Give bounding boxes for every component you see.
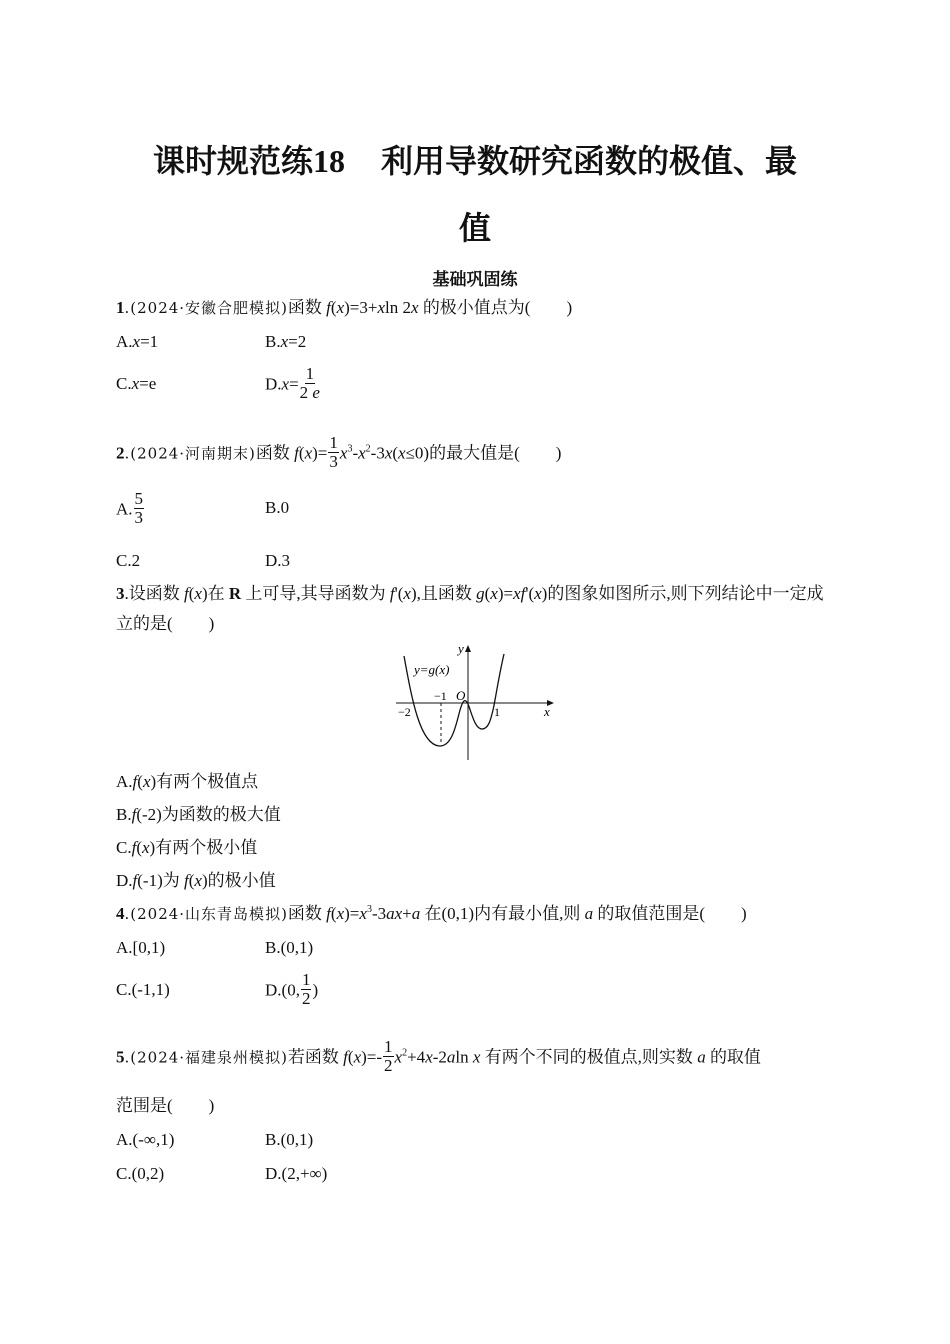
question-5-stem: 5.(2024·福建泉州模拟)若函数 f(x)=- $\frac{1}{2}$ $x^2+4x-2aln$ x 有两个不同的极值点,则实数 a 的取值	[116, 1037, 761, 1075]
fraction-denominator: 2	[384, 1056, 393, 1075]
q3-x: x	[513, 584, 521, 603]
q4-option-d[interactable]	[265, 970, 319, 1010]
option-label: B.(0,1)	[265, 1130, 314, 1149]
page-title	[0, 136, 950, 182]
option-var: x	[280, 332, 289, 351]
q4-text: -3	[371, 904, 387, 923]
q3-text: .设函数	[124, 584, 184, 603]
q4-source: .(2024·山东青岛模拟)	[124, 905, 288, 923]
fraction-numerator: 1	[301, 970, 311, 989]
q1-text: 的极小值点为(	[418, 298, 531, 317]
q5-option-a[interactable]	[116, 1129, 174, 1151]
option-label: C.2	[116, 551, 141, 570]
q2-option-a[interactable]	[116, 489, 145, 529]
q5-text: 的取值	[705, 1047, 761, 1067]
option-label: A.[0,1)	[116, 938, 166, 957]
q5-x: x	[425, 1047, 433, 1067]
q3-option-a[interactable]: A.f(x)有两个极值点	[116, 772, 259, 791]
label-1: 1	[494, 705, 500, 719]
q3-option-d[interactable]: D.f(-1)为 f(x)的极小值	[116, 871, 276, 890]
option-label: C.(-1,1)	[116, 980, 170, 999]
q4-option-c[interactable]	[116, 979, 170, 1001]
q1-x: x	[336, 298, 345, 317]
q3-x: x	[403, 584, 411, 603]
q1-close: )	[566, 298, 573, 317]
q2-option-c[interactable]	[116, 550, 140, 572]
option-label: A.	[116, 499, 133, 519]
q3-f: f	[520, 584, 526, 603]
option-label: B.	[116, 805, 132, 824]
q3-f: f	[389, 584, 395, 603]
option-var: x	[132, 332, 141, 351]
page-title-line2	[0, 203, 950, 249]
q4-text: 的取值范围是(	[593, 904, 705, 923]
option-x: x	[194, 871, 202, 890]
q4-x: x	[336, 904, 345, 923]
option-var: x	[131, 374, 140, 393]
q4-a: a	[584, 904, 594, 923]
q2-option-b[interactable]	[265, 497, 289, 519]
question-5-stem-line2	[116, 1095, 214, 1117]
q5-text: 范围是(	[116, 1096, 173, 1115]
option-x: x	[142, 772, 151, 791]
q4-text: +	[402, 904, 412, 923]
q3-text: ,且函数	[416, 584, 477, 603]
option-label: C.	[116, 374, 132, 393]
q3-text: 在	[207, 584, 229, 603]
option-label: A.	[116, 772, 133, 791]
option-value: =2	[288, 332, 307, 351]
q2-x: x	[358, 443, 366, 463]
q4-text: 在(0,1)内有最小值,则	[420, 904, 585, 923]
title-number: 18	[313, 143, 345, 179]
q2-number: 2	[116, 443, 125, 463]
fraction-numerator: 1	[329, 433, 338, 452]
q3-option-c[interactable]: C.f(x)有两个极小值	[116, 838, 258, 857]
q3-prime: '	[394, 584, 398, 603]
label-origin: O	[456, 688, 466, 703]
q2-x: x	[304, 443, 313, 463]
label-y: y	[458, 641, 464, 656]
q1-x: x	[377, 298, 386, 317]
q1-option-c[interactable]	[116, 373, 156, 395]
q2-text: -3	[370, 443, 385, 463]
exponent: 3	[366, 904, 372, 915]
option-label: C.	[116, 838, 132, 857]
q1-option-d[interactable]	[265, 364, 321, 404]
q5-close: )	[208, 1096, 215, 1115]
q2-x: x	[398, 443, 406, 463]
den-part: 2	[299, 383, 309, 402]
q5-source: .(2024·福建泉州模拟)	[124, 1048, 288, 1067]
exponent: 2	[365, 443, 371, 455]
q1-option-b[interactable]	[265, 331, 306, 353]
q4-f: f	[326, 904, 331, 923]
fraction-denominator: 2	[301, 989, 311, 1008]
q3-text: 上可导,其导函数为	[241, 584, 390, 603]
option-label: B.(0,1)	[265, 938, 314, 957]
title-prefix: 课时规范练	[152, 143, 313, 179]
q4-x: x	[394, 904, 403, 923]
q2-option-d[interactable]	[265, 550, 290, 572]
q4-text: 函数	[287, 904, 327, 923]
fraction-denominator: 3	[134, 508, 144, 527]
q1-x: x	[411, 298, 419, 317]
q4-option-b[interactable]	[265, 937, 313, 959]
exponent: 2	[402, 1047, 408, 1059]
q2-text: =	[317, 443, 328, 463]
option-text: )	[312, 980, 319, 1000]
q4-option-a[interactable]	[116, 937, 165, 959]
q3-graph	[392, 640, 562, 764]
q5-x: x	[394, 1047, 403, 1067]
option-label: D.(2,+∞)	[265, 1164, 328, 1183]
option-label: A.	[116, 332, 133, 351]
q5-f: f	[343, 1047, 348, 1067]
option-label: B.0	[265, 498, 290, 517]
label-minus2: −2	[398, 705, 411, 719]
q4-a: a	[386, 904, 395, 923]
option-text: 有两个极小值	[155, 838, 258, 857]
option-x: x	[142, 838, 150, 857]
q3-prime: '	[525, 584, 529, 603]
q1-text: =3+	[349, 298, 378, 317]
option-label: D.	[265, 374, 282, 394]
fraction-denominator	[300, 384, 320, 402]
option-f: f	[131, 838, 137, 857]
fraction	[301, 971, 312, 1008]
option-value: =e	[139, 374, 157, 393]
option-label: C.(0,2)	[116, 1164, 165, 1183]
q4-x: x	[359, 904, 367, 923]
option-text: 有两个极值点	[156, 772, 259, 791]
title-rest: 利用导数研究函数的极值、最	[381, 143, 798, 179]
question-2-stem: 2.(2024·河南期末)函数 f(x)= $\frac{1}{3}$ $x^3-x^2-3x(x\le 0)$的最大值是( )	[116, 433, 562, 471]
fraction-numerator: 1	[305, 364, 315, 383]
q2-x: x	[384, 443, 393, 463]
q1-option-a[interactable]	[116, 331, 158, 353]
q1-f: f	[326, 298, 331, 317]
q2-text: 函数	[255, 443, 295, 463]
q3-x: x	[194, 584, 202, 603]
section-heading: 基础巩固练	[432, 270, 518, 290]
q5-x: x	[472, 1047, 481, 1067]
q3-f: f	[184, 584, 189, 603]
q5-a: a	[446, 1047, 456, 1067]
q4-text: =	[349, 904, 360, 923]
fraction-numerator: 1	[384, 1037, 393, 1056]
option-label: D.3	[265, 551, 291, 570]
fraction	[300, 365, 320, 402]
y-axis-arrow	[465, 645, 471, 652]
q3-text: =	[503, 584, 514, 603]
q5-x: x	[353, 1047, 362, 1067]
option-f: f	[132, 772, 138, 791]
q3-x: x	[534, 584, 542, 603]
option-label: B.	[265, 332, 281, 351]
q2-f: f	[294, 443, 299, 463]
q5-option-d[interactable]	[265, 1163, 327, 1185]
q3-close: )	[208, 614, 215, 633]
q5-option-b[interactable]	[265, 1129, 313, 1151]
q1-text: ln 2	[385, 298, 412, 317]
question-3-stem: 3.设函数 f(x)在 R 上可导,其导函数为 f'(x),且函数 g(x)=xf'(x)的图象如图所示,则下列结论中一定成立的是( )	[116, 584, 824, 633]
option-arg: (-2)	[136, 805, 162, 824]
label-x: x	[544, 704, 550, 719]
option-f: f	[184, 871, 189, 890]
option-label: D.(0,	[265, 980, 300, 1000]
question-1-stem: 1.(2024·安徽合肥模拟)函数 f(x)=3+xln 2x 的极小值点为( )	[116, 298, 573, 317]
option-text: 为	[162, 871, 184, 890]
q5-a: a	[697, 1047, 706, 1067]
title-line2-text: 值	[458, 210, 491, 246]
q5-number: 5	[116, 1047, 125, 1067]
q5-text: 若函数	[287, 1047, 344, 1067]
q2-source: .(2024·河南期末)	[124, 444, 256, 463]
q2-x: x	[339, 443, 348, 463]
q1-text: 函数	[287, 298, 327, 317]
fraction-numerator: 5	[134, 489, 144, 508]
q3-R: R	[228, 584, 242, 603]
q5-text: =-	[366, 1047, 383, 1067]
q3-x: x	[490, 584, 498, 603]
option-f: f	[131, 805, 137, 824]
q3-option-b[interactable]	[116, 804, 281, 826]
option-text: 的极小值	[207, 871, 276, 890]
q4-close: )	[741, 904, 747, 923]
option-label: D.	[116, 871, 133, 890]
q3-text: 的图象如图所示,则下列结论中一定成立的是(	[116, 584, 824, 633]
fraction	[383, 1038, 394, 1075]
fraction-denominator: 3	[329, 452, 338, 471]
q2-close: )	[555, 443, 562, 463]
fraction	[328, 434, 339, 471]
option-var: x	[281, 374, 290, 394]
option-f: f	[132, 871, 138, 890]
q2-text: ≤0)的最大值是(	[405, 443, 520, 463]
option-label: A.(-∞,1)	[116, 1130, 175, 1149]
label-fn: y=g(x)	[414, 662, 450, 677]
option-eq: =	[289, 374, 299, 394]
q1-source: .(2024·安徽合肥模拟)	[124, 299, 288, 317]
q2-text: -	[352, 443, 359, 463]
option-arg: (-1)	[137, 871, 163, 890]
option-value: =1	[140, 332, 159, 351]
option-text: 为函数的极大值	[161, 805, 281, 824]
q5-text: +4	[407, 1047, 426, 1067]
label-minus1: −1	[434, 689, 447, 703]
q5-text: -2	[432, 1047, 447, 1067]
den-part: e	[312, 383, 320, 402]
q3-number: 3	[116, 584, 125, 603]
q1-number: 1	[116, 298, 125, 317]
q5-text: ln	[455, 1047, 473, 1067]
exponent: 3	[347, 443, 353, 455]
q4-number: 4	[116, 904, 125, 923]
q5-option-c[interactable]	[116, 1163, 164, 1185]
fraction	[134, 490, 145, 527]
question-4-stem: 4.(2024·山东青岛模拟)函数 $f(x)=x^3-3ax+a$ 在(0,1)内有最小值,则 a 的取值范围是( )	[116, 904, 747, 923]
q4-a: a	[411, 904, 421, 923]
q3-g: g	[476, 584, 485, 603]
q5-text: 有两个不同的极值点,则实数	[480, 1047, 698, 1067]
